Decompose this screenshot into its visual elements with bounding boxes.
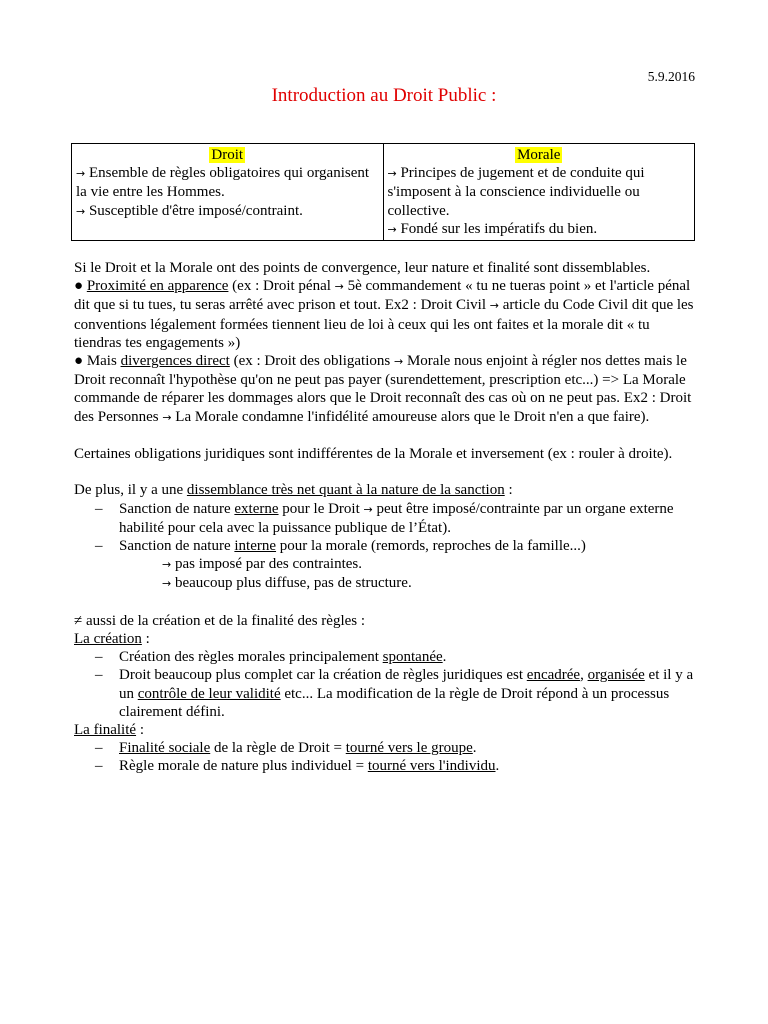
finalite-list bbox=[74, 739, 696, 775]
list-item bbox=[74, 500, 696, 537]
arrow-icon: → bbox=[76, 167, 86, 181]
droit-line-2-text: Susceptible d'être imposé/contraint. bbox=[85, 202, 303, 219]
sanction-list bbox=[74, 500, 696, 556]
droit-line-1 bbox=[76, 164, 379, 201]
proximity-text-b: 5è commandement « tu ne tueras point » et l'article pénal dit que si tu tues, tu seras arrêté avec prison et tout. Ex2 : Droit Civil bbox=[74, 278, 691, 314]
divergence-text-a: (ex : Droit des obligations bbox=[229, 353, 394, 370]
sanction-item1-b: pour le Droit bbox=[278, 500, 364, 517]
sanction-intro-b: : bbox=[504, 482, 513, 499]
table-row bbox=[72, 144, 695, 241]
groupe-term: tourné vers le groupe bbox=[345, 740, 473, 757]
spacer bbox=[74, 594, 696, 612]
finalite-heading-line bbox=[74, 721, 696, 739]
comparison-table bbox=[71, 143, 695, 241]
arrow-icon: → bbox=[393, 355, 404, 369]
list-item bbox=[74, 757, 696, 775]
droit-line-1-text: Ensemble de règles obligatoires qui organisent la vie entre les Hommes. bbox=[76, 165, 370, 201]
dash-icon: – bbox=[95, 758, 103, 775]
divergence-text-b: Morale nous enjoint à régler nos dettes mais le Droit reconnaît l'hypothèse qu'on ne peut pas payer (surendettement, prescription etc...) => La Morale commande de réparer les dommages alors que le Droit reconnaît des cas où on ne peut pas. Ex2 : Droit des Personnes bbox=[74, 353, 692, 425]
creation-heading: La création bbox=[74, 631, 142, 648]
creation-list bbox=[74, 648, 696, 721]
intro-paragraph: Si le Droit et la Morale ont des points de convergence, leur nature et finalité sont dissemblables. bbox=[74, 260, 651, 276]
sanction-subitem-2-text: beaucoup plus diffuse, pas de structure. bbox=[171, 575, 412, 592]
sanction-item1-c: peut être imposé/contrainte par un organe externe habilité pour cela avec la puissance publique de l’État). bbox=[119, 500, 674, 536]
morale-heading: Morale bbox=[517, 147, 561, 163]
sanction-term: dissemblance très net quant à la nature de la sanction bbox=[186, 482, 505, 499]
morale-line-2-text: Fondé sur les impératifs du bien. bbox=[396, 220, 598, 237]
bullet-icon: ● bbox=[74, 353, 84, 370]
morale-line-2 bbox=[388, 220, 691, 239]
obligations-paragraph: Certaines obligations juridiques sont indifférentes de la Morale et inversement (ex : rouler à droite). bbox=[74, 446, 673, 463]
list-item bbox=[74, 648, 696, 666]
creation-item2-a: Droit beaucoup plus complet car la création de règles juridiques est bbox=[119, 667, 527, 684]
divergence-prefix: Mais bbox=[83, 353, 121, 370]
creation-intro: ≠ aussi de la création et de la finalité des règles : bbox=[74, 612, 366, 629]
finalite-item1-b: . bbox=[472, 740, 477, 757]
finalite-item1-a: de la règle de Droit = bbox=[210, 740, 346, 757]
finalite-sociale-term: Finalité sociale bbox=[119, 740, 211, 757]
dash-icon: – bbox=[95, 538, 103, 555]
proximity-text-a: (ex : Droit pénal bbox=[228, 278, 335, 295]
finalite-item2-a: Règle morale de nature plus individuel = bbox=[119, 758, 368, 775]
externe-term: externe bbox=[234, 500, 279, 517]
proximity-term: Proximité en apparence bbox=[86, 278, 229, 295]
sanction-subitem-2 bbox=[74, 574, 696, 593]
document-body bbox=[74, 259, 696, 776]
morale-heading-cell bbox=[388, 146, 691, 164]
sanction-item2-b: pour la morale (remords, reproches de la famille...) bbox=[276, 538, 586, 555]
individu-term: tourné vers l'individu bbox=[367, 758, 496, 775]
proximity-bullet bbox=[74, 277, 696, 352]
droit-column bbox=[72, 144, 384, 241]
bullet-icon: ● bbox=[74, 278, 84, 295]
droit-heading-cell bbox=[76, 146, 379, 164]
list-item bbox=[74, 739, 696, 757]
finalite-item2-b: . bbox=[495, 758, 500, 775]
sanction-subitem-1-text: pas imposé par des contraintes. bbox=[171, 556, 362, 573]
sanction-intro bbox=[74, 481, 696, 499]
spontanee-term: spontanée bbox=[382, 649, 443, 666]
organisee-term: organisée bbox=[587, 667, 645, 684]
creation-item2-d: etc... La modification de la règle de Droit répond à un processus clairement défini. bbox=[119, 685, 670, 720]
spacer bbox=[74, 463, 696, 481]
document-date: 5.9.2016 bbox=[647, 69, 695, 84]
sanction-item2-a: Sanction de nature bbox=[119, 538, 235, 555]
divergence-bullet bbox=[74, 352, 696, 427]
morale-line-1 bbox=[388, 164, 691, 220]
arrow-icon: → bbox=[76, 204, 86, 218]
creation-heading-line bbox=[74, 630, 696, 648]
list-item bbox=[74, 666, 696, 721]
sanction-subitem-1 bbox=[74, 555, 696, 574]
divergence-text-c: La Morale condamne l'infidélité amoureuse alors que le Droit n'en a que faire). bbox=[171, 408, 650, 425]
arrow-icon: → bbox=[162, 410, 172, 424]
dash-icon: – bbox=[95, 740, 103, 757]
arrow-icon: → bbox=[334, 280, 344, 294]
arrow-icon: → bbox=[162, 577, 172, 591]
sanction-intro-a: De plus, il y a une bbox=[74, 482, 187, 499]
creation-item2-c: et il y a un bbox=[119, 667, 694, 702]
encadree-term: encadrée bbox=[526, 667, 581, 684]
proximity-text-c: article du Code Civil dit que les conventions légalement formées tiennent lieu de loi à ceux qui les ont faites et la morale dit « tu tiendras tes engagements ») bbox=[74, 297, 694, 351]
creation-item2-b: , bbox=[580, 667, 588, 684]
dash-icon: – bbox=[95, 649, 103, 666]
list-item bbox=[74, 537, 696, 555]
creation-heading-colon: : bbox=[141, 631, 150, 648]
arrow-icon: → bbox=[363, 502, 373, 516]
droit-heading: Droit bbox=[211, 147, 244, 163]
divergence-term: divergences direct bbox=[120, 353, 230, 370]
finalite-heading-colon: : bbox=[136, 722, 144, 739]
arrow-icon: → bbox=[387, 222, 397, 236]
interne-term: interne bbox=[234, 538, 277, 555]
sanction-item1-a: Sanction de nature bbox=[119, 500, 235, 517]
dash-icon: – bbox=[95, 667, 103, 684]
finalite-heading: La finalité bbox=[74, 722, 137, 739]
document-title: Introduction au Droit Public : bbox=[271, 85, 497, 106]
droit-line-2 bbox=[76, 202, 379, 221]
morale-column bbox=[383, 144, 695, 241]
controle-term: contrôle de leur validité bbox=[137, 685, 281, 702]
creation-item1-a: Création des règles morales principalement bbox=[119, 649, 383, 666]
morale-line-1-text: Principes de jugement et de conduite qui s'imposent à la conscience individuelle ou collective. bbox=[387, 165, 645, 219]
arrow-icon: → bbox=[387, 167, 397, 181]
dash-icon: – bbox=[95, 500, 103, 517]
spacer bbox=[74, 427, 696, 445]
arrow-icon: → bbox=[162, 558, 172, 572]
creation-item1-b: . bbox=[442, 649, 447, 666]
arrow-icon: → bbox=[489, 299, 499, 313]
